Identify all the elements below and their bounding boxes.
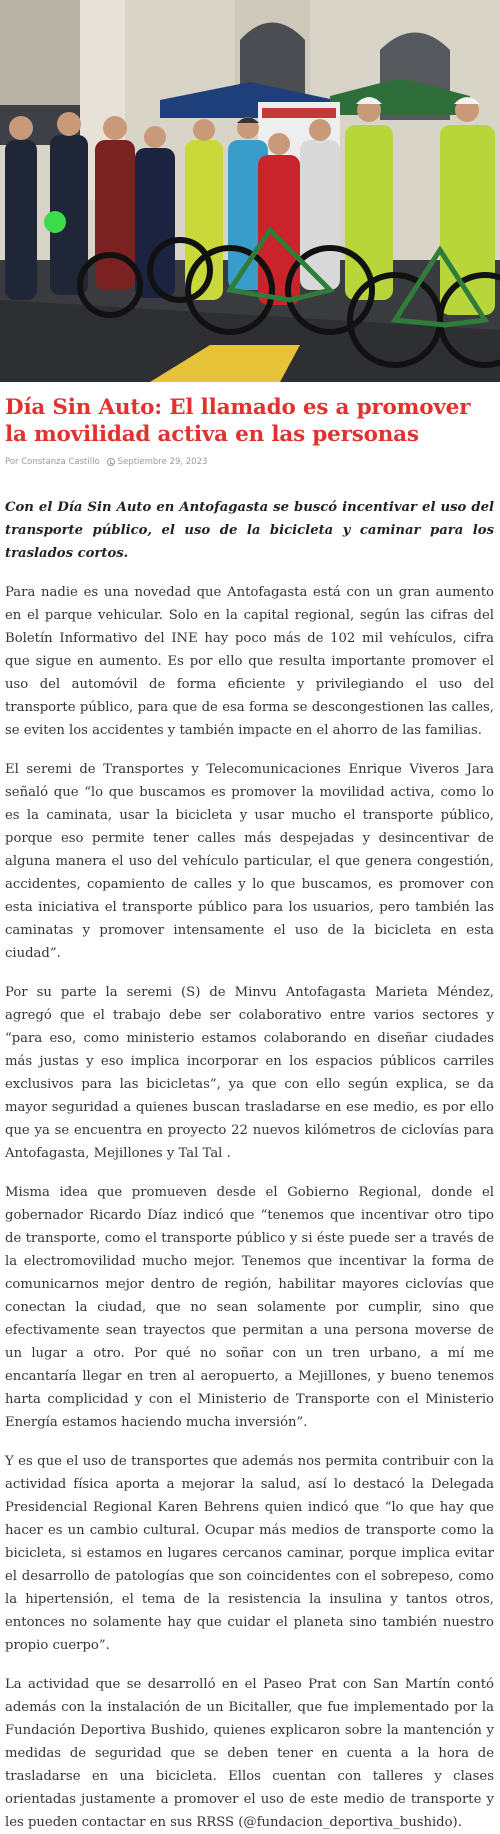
article-date: Septiembre 29, 2023 (117, 457, 208, 467)
article-paragraph: Misma idea que promueven desde el Gobierno Regional, donde el gobernador Ricardo Díaz indicó que “tenemos que incentivar otro tipo de transporte, como el transporte público y si éste puede ser a través de la electromovilidad mucho mejor. Tenemos que incentivar la forma de comunicarnos mejor dentro de región, habilitar mayores ciclovías que conectan la ciudad, que no sean solamente por cumplir, sino que efectivamente sean trayectos que permitan a una persona moverse de un lugar a otro. Por qué no soñar con un tren urbano, a mí me encantaría llegar en tren al aeropuerto, a Mejillones, y bueno tenemos harta complicidad y con el Ministerio de Transporte con el Ministerio Energía estamos haciendo mucha inversión”. (5, 1185, 494, 1430)
article-paragraph: Para nadie es una novedad que Antofagasta está con un gran aumento en el parque vehicular. Solo en la capital regional, según las cifras del Boletín Informativo del INE hay poco más de 102 mil vehículos, cifra que sigue en aumento. Es por ello que resulta importante promover el uso del automóvil de forma eficiente y privilegiando el uso del transporte público, para que de esa forma se descongestionen las calles, se eviten los accidentes y también impacte en el ahorro de las familias. (5, 585, 494, 738)
article-meta (5, 457, 494, 467)
article-author[interactable]: Por Constanza Castillo (5, 457, 100, 467)
article-paragraph: Por su parte la seremi (S) de Minvu Antofagasta Marieta Méndez, agregó que el trabajo debe ser colaborativo entre varios sectores y “para eso, como ministerio estamos colaborando en diseñar ciudades más justas y eso implica incorporar en los espacios públicos carriles exclusivos para las bicicletas”, ya que con ello según explica, se da mayor seguridad a quienes buscan trasladarse en ese medio, es por ello que ya se encuentra en proyecto 22 nuevos kilómetros de ciclovías para Antofagasta, Mejillones y Tal Tal . (5, 985, 494, 1161)
article-paragraph: La actividad que se desarrolló en el Paseo Prat con San Martín contó además con la instalación de un Bicitaller, que fue implementado por la Fundación Deportiva Bushido, quienes explicaron sobre la mantención y medidas de seguridad que se deben tener en cuenta a la hora de trasladarse en una bicicleta. Ellos cuentan con talleres y clases orientadas justamente a promover el uso de este medio de transporte y les pueden contactar en sus RRSS (@fundacion_deportiva_bushido). (5, 1677, 494, 1830)
article-paragraph: Y es que el uso de transportes que además nos permita contribuir con la actividad física aporta a mejorar la salud, así lo destacó la Delegada Presidencial Regional Karen Behrens quien indicó que “lo que hay que hacer es un cambio cultural. Ocupar más medios de transporte como la bicicleta, si estamos en lugares cercanos caminar, porque implica evitar el desarrollo de patologías que son coincidentes con el sobrepeso, como la hipertensión, el tema de la resistencia la insulina y tantos otros, entonces no solamente hay que cuidar el planeta sino también nuestro propio cuerpo”. (5, 1454, 494, 1653)
clock-icon (107, 458, 115, 466)
article-hero-photo (0, 0, 500, 382)
article-lead: Con el Día Sin Auto en Antofagasta se buscó incentivar el uso del transporte público, el uso de la bicicleta y caminar para los traslados cortos. (5, 500, 494, 561)
article-body (0, 394, 500, 1834)
article-title[interactable]: Día Sin Auto: El llamado es a promover la movilidad activa en las personas (5, 395, 471, 447)
article-paragraph: El seremi de Transportes y Telecomunicaciones Enrique Viveros Jara señaló que “lo que buscamos es promover la movilidad activa, como lo es la caminata, usar la bicicleta y usar mucho el transporte público, porque eso permite tener calles más despejadas y desincentivar de alguna manera el uso del vehículo particular, el que genera congestión, accidentes, copamiento de calles y lo que buscamos, es promover con esta iniciativa el transporte público para los usuarios, pero también las caminatas y promover intensamente el uso de la bicicleta en esta ciudad”. (5, 762, 494, 961)
